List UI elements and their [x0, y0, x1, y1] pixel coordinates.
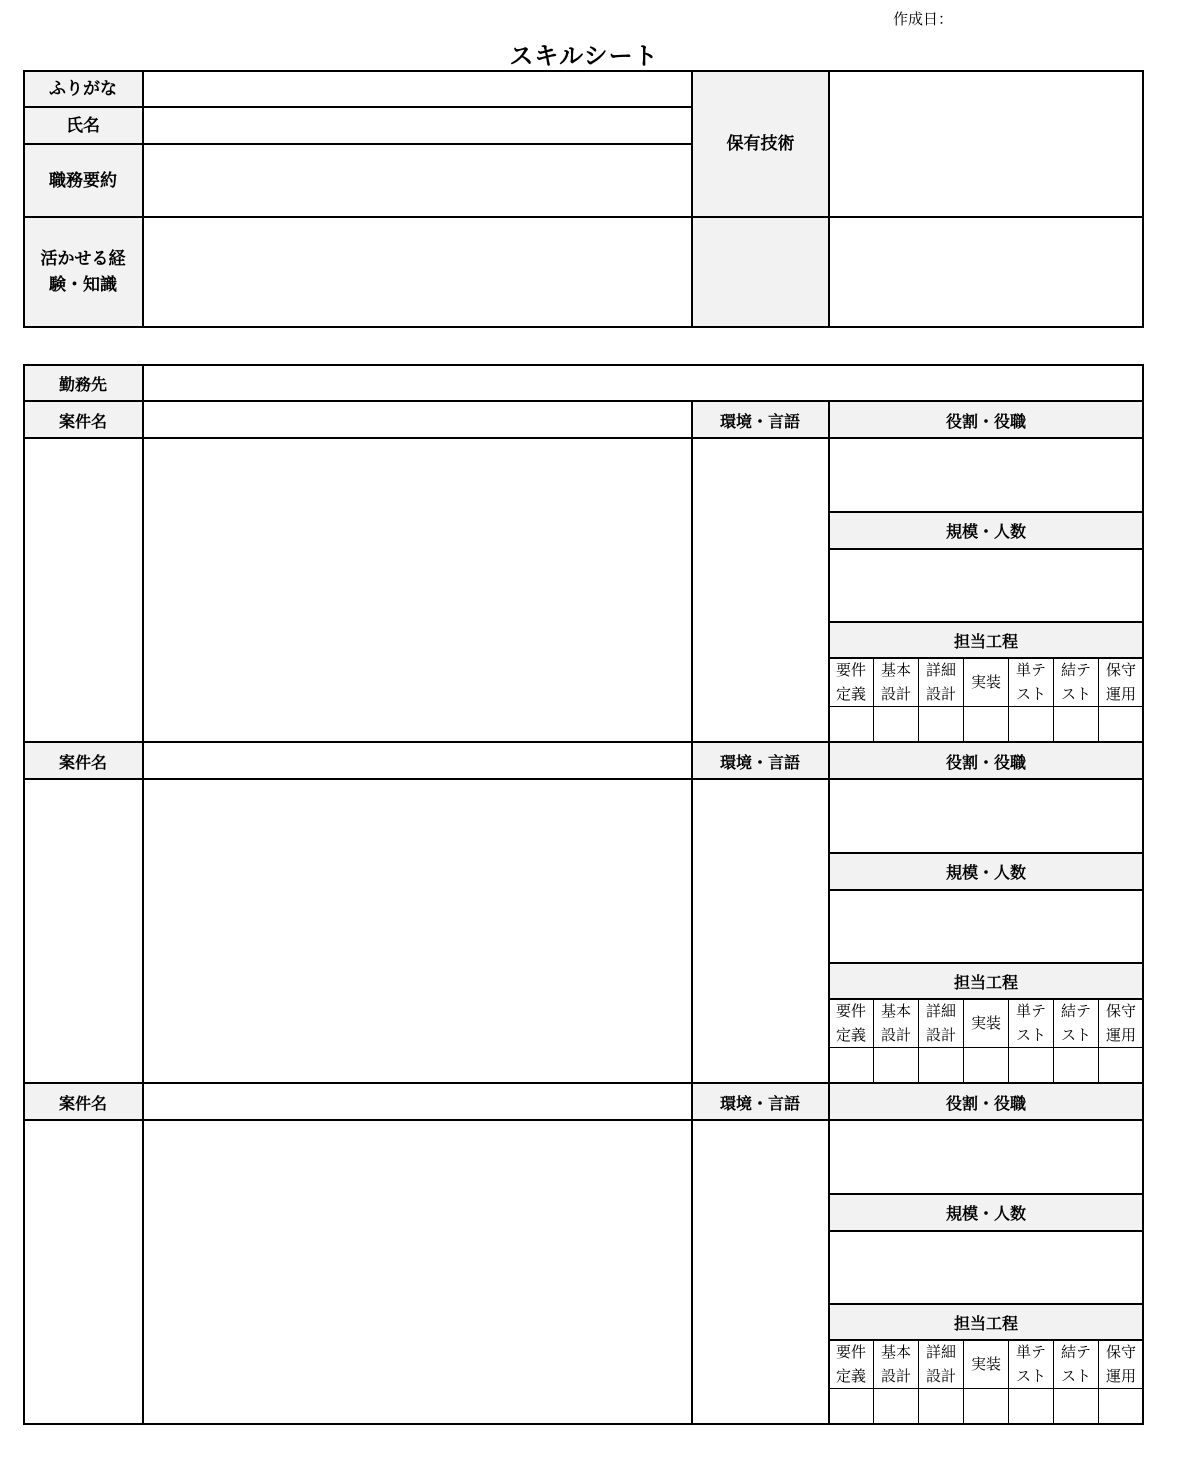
phase-detail-design: 詳細設計	[925, 1343, 956, 1385]
skills-extra-field[interactable]	[830, 218, 1142, 326]
table-divider	[873, 999, 874, 1083]
summary-label: 職務要約	[49, 170, 117, 191]
phase-integration-test: 結テスト	[1060, 1343, 1091, 1385]
phase-unit-test: 単テスト	[1015, 661, 1046, 703]
scale-label: 規模・人数	[945, 521, 1026, 541]
phase-basic-design: 基本設計	[880, 1002, 911, 1044]
table-divider	[963, 999, 964, 1083]
table-divider	[828, 1388, 1144, 1389]
project-name-field[interactable]	[144, 744, 691, 778]
table-divider	[142, 364, 144, 1425]
phase-detail-design: 詳細設計	[925, 661, 956, 703]
phase-label: 担当工程	[953, 631, 1018, 651]
phase-check-cell[interactable]	[920, 707, 963, 741]
role-label: 役割・役職	[945, 1093, 1026, 1113]
project-period-field[interactable]	[24, 439, 142, 741]
role-field[interactable]	[830, 1121, 1142, 1193]
table-divider	[873, 658, 874, 742]
phase-maintenance: 保守運用	[1105, 661, 1136, 703]
project-description-field[interactable]	[144, 1121, 691, 1423]
project-name-field[interactable]	[144, 1085, 691, 1119]
env-language-label: 環境・言語	[719, 411, 800, 431]
table-divider	[828, 889, 1144, 891]
role-field[interactable]	[830, 439, 1142, 511]
furigana-field[interactable]	[144, 72, 691, 106]
experience-label: 活かせる経験・知識	[40, 249, 126, 295]
table-divider	[873, 1340, 874, 1424]
table-border	[23, 326, 1144, 328]
table-divider	[828, 962, 1144, 964]
role-label: 役割・役職	[945, 411, 1026, 431]
table-divider	[23, 437, 1144, 439]
table-divider	[828, 1339, 1144, 1341]
phase-label: 担当工程	[953, 1313, 1018, 1333]
phase-check-cell[interactable]	[1010, 707, 1053, 741]
table-divider	[828, 852, 1144, 854]
role-field[interactable]	[830, 780, 1142, 852]
phase-check-cell[interactable]	[875, 1389, 918, 1423]
project-name-field[interactable]	[144, 403, 691, 437]
table-divider	[1053, 1340, 1054, 1424]
phase-check-cell[interactable]	[965, 1389, 1008, 1423]
name-label: 氏名	[66, 115, 100, 136]
table-divider	[1098, 1340, 1099, 1424]
table-divider	[828, 1230, 1144, 1232]
table-divider	[828, 1047, 1144, 1048]
phase-implementation: 実装	[970, 1014, 1001, 1032]
table-divider	[1008, 658, 1009, 742]
env-language-field[interactable]	[693, 1121, 828, 1423]
phase-maintenance: 保守運用	[1105, 1343, 1136, 1385]
table-border	[23, 1423, 1144, 1425]
table-divider	[691, 401, 693, 1425]
phase-check-cell[interactable]	[1055, 707, 1098, 741]
created-date-label: 作成日：	[893, 10, 954, 28]
table-divider	[1008, 1340, 1009, 1424]
phase-check-cell[interactable]	[965, 707, 1008, 741]
phase-check-cell[interactable]	[1010, 1048, 1053, 1082]
phase-implementation: 実装	[970, 1355, 1001, 1373]
table-divider	[828, 548, 1144, 550]
furigana-label: ふりがな	[49, 78, 117, 99]
name-field[interactable]	[144, 108, 691, 143]
page-title: スキルシート	[509, 42, 659, 70]
env-language-label: 環境・言語	[719, 752, 800, 772]
env-language-label: 環境・言語	[719, 1093, 800, 1113]
project-period-field[interactable]	[24, 780, 142, 1082]
phase-requirements: 要件定義	[835, 1002, 866, 1044]
role-label: 役割・役職	[945, 752, 1026, 772]
table-divider	[918, 999, 919, 1083]
scale-field[interactable]	[830, 549, 1142, 621]
scale-field[interactable]	[830, 890, 1142, 962]
skills-label: 保有技術	[726, 133, 795, 154]
project-period-field[interactable]	[24, 1121, 142, 1423]
project-description-field[interactable]	[144, 439, 691, 741]
phase-unit-test: 単テスト	[1015, 1343, 1046, 1385]
phase-integration-test: 結テスト	[1060, 1002, 1091, 1044]
table-divider	[23, 778, 1144, 780]
table-divider	[23, 741, 1144, 743]
phase-check-cell[interactable]	[1100, 707, 1142, 741]
table-divider	[828, 1193, 1144, 1195]
table-divider	[828, 1303, 1144, 1305]
summary-field[interactable]	[144, 145, 691, 216]
skills-field[interactable]	[830, 72, 1142, 216]
project-description-field[interactable]	[144, 780, 691, 1082]
phase-check-cell[interactable]	[965, 1048, 1008, 1082]
phase-check-cell[interactable]	[920, 1389, 963, 1423]
phase-basic-design: 基本設計	[880, 661, 911, 703]
scale-field[interactable]	[830, 1231, 1142, 1303]
phase-detail-design: 詳細設計	[925, 1002, 956, 1044]
table-divider	[23, 400, 1144, 402]
table-border	[23, 364, 25, 1425]
env-language-field[interactable]	[693, 439, 828, 741]
scale-label: 規模・人数	[945, 1203, 1026, 1223]
phase-implementation: 実装	[970, 673, 1001, 691]
employer-field[interactable]	[144, 366, 1142, 400]
table-border	[1142, 364, 1144, 1425]
table-divider	[963, 1340, 964, 1424]
table-divider	[918, 658, 919, 742]
employer-label: 勤務先	[58, 374, 107, 394]
phase-check-cell[interactable]	[830, 1048, 873, 1082]
phase-check-cell[interactable]	[1055, 1389, 1098, 1423]
phase-unit-test: 単テスト	[1015, 1002, 1046, 1044]
phase-check-cell[interactable]	[1010, 1389, 1053, 1423]
table-divider	[828, 657, 1144, 659]
table-border	[23, 364, 1144, 366]
table-divider	[918, 1340, 919, 1424]
table-divider	[828, 706, 1144, 707]
phase-check-cell[interactable]	[1100, 1389, 1142, 1423]
phase-label: 担当工程	[953, 972, 1018, 992]
phase-check-cell[interactable]	[830, 707, 873, 741]
table-divider	[828, 401, 830, 1425]
env-language-field[interactable]	[693, 780, 828, 1082]
project-name-label: 案件名	[58, 1093, 107, 1113]
phase-check-cell[interactable]	[920, 1048, 963, 1082]
phase-requirements: 要件定義	[835, 661, 866, 703]
table-divider	[1098, 999, 1099, 1083]
phase-check-cell[interactable]	[1055, 1048, 1098, 1082]
scale-label: 規模・人数	[945, 862, 1026, 882]
table-divider	[1098, 658, 1099, 742]
table-divider	[23, 1082, 1144, 1084]
project-name-label: 案件名	[58, 411, 107, 431]
table-divider	[963, 658, 964, 742]
phase-basic-design: 基本設計	[880, 1343, 911, 1385]
table-divider	[1008, 999, 1009, 1083]
table-border	[1142, 70, 1144, 328]
phase-check-cell[interactable]	[875, 1048, 918, 1082]
table-divider	[23, 1119, 1144, 1121]
phase-check-cell[interactable]	[830, 1389, 873, 1423]
phase-maintenance: 保守運用	[1105, 1002, 1136, 1044]
table-divider	[828, 621, 1144, 623]
phase-check-cell[interactable]	[1100, 1048, 1142, 1082]
table-divider	[1053, 658, 1054, 742]
table-divider	[828, 511, 1144, 513]
phase-integration-test: 結テスト	[1060, 661, 1091, 703]
project-name-label: 案件名	[58, 752, 107, 772]
table-divider	[1053, 999, 1054, 1083]
experience-field[interactable]	[144, 218, 691, 326]
table-divider	[828, 998, 1144, 1000]
phase-requirements: 要件定義	[835, 1343, 866, 1385]
phase-check-cell[interactable]	[875, 707, 918, 741]
